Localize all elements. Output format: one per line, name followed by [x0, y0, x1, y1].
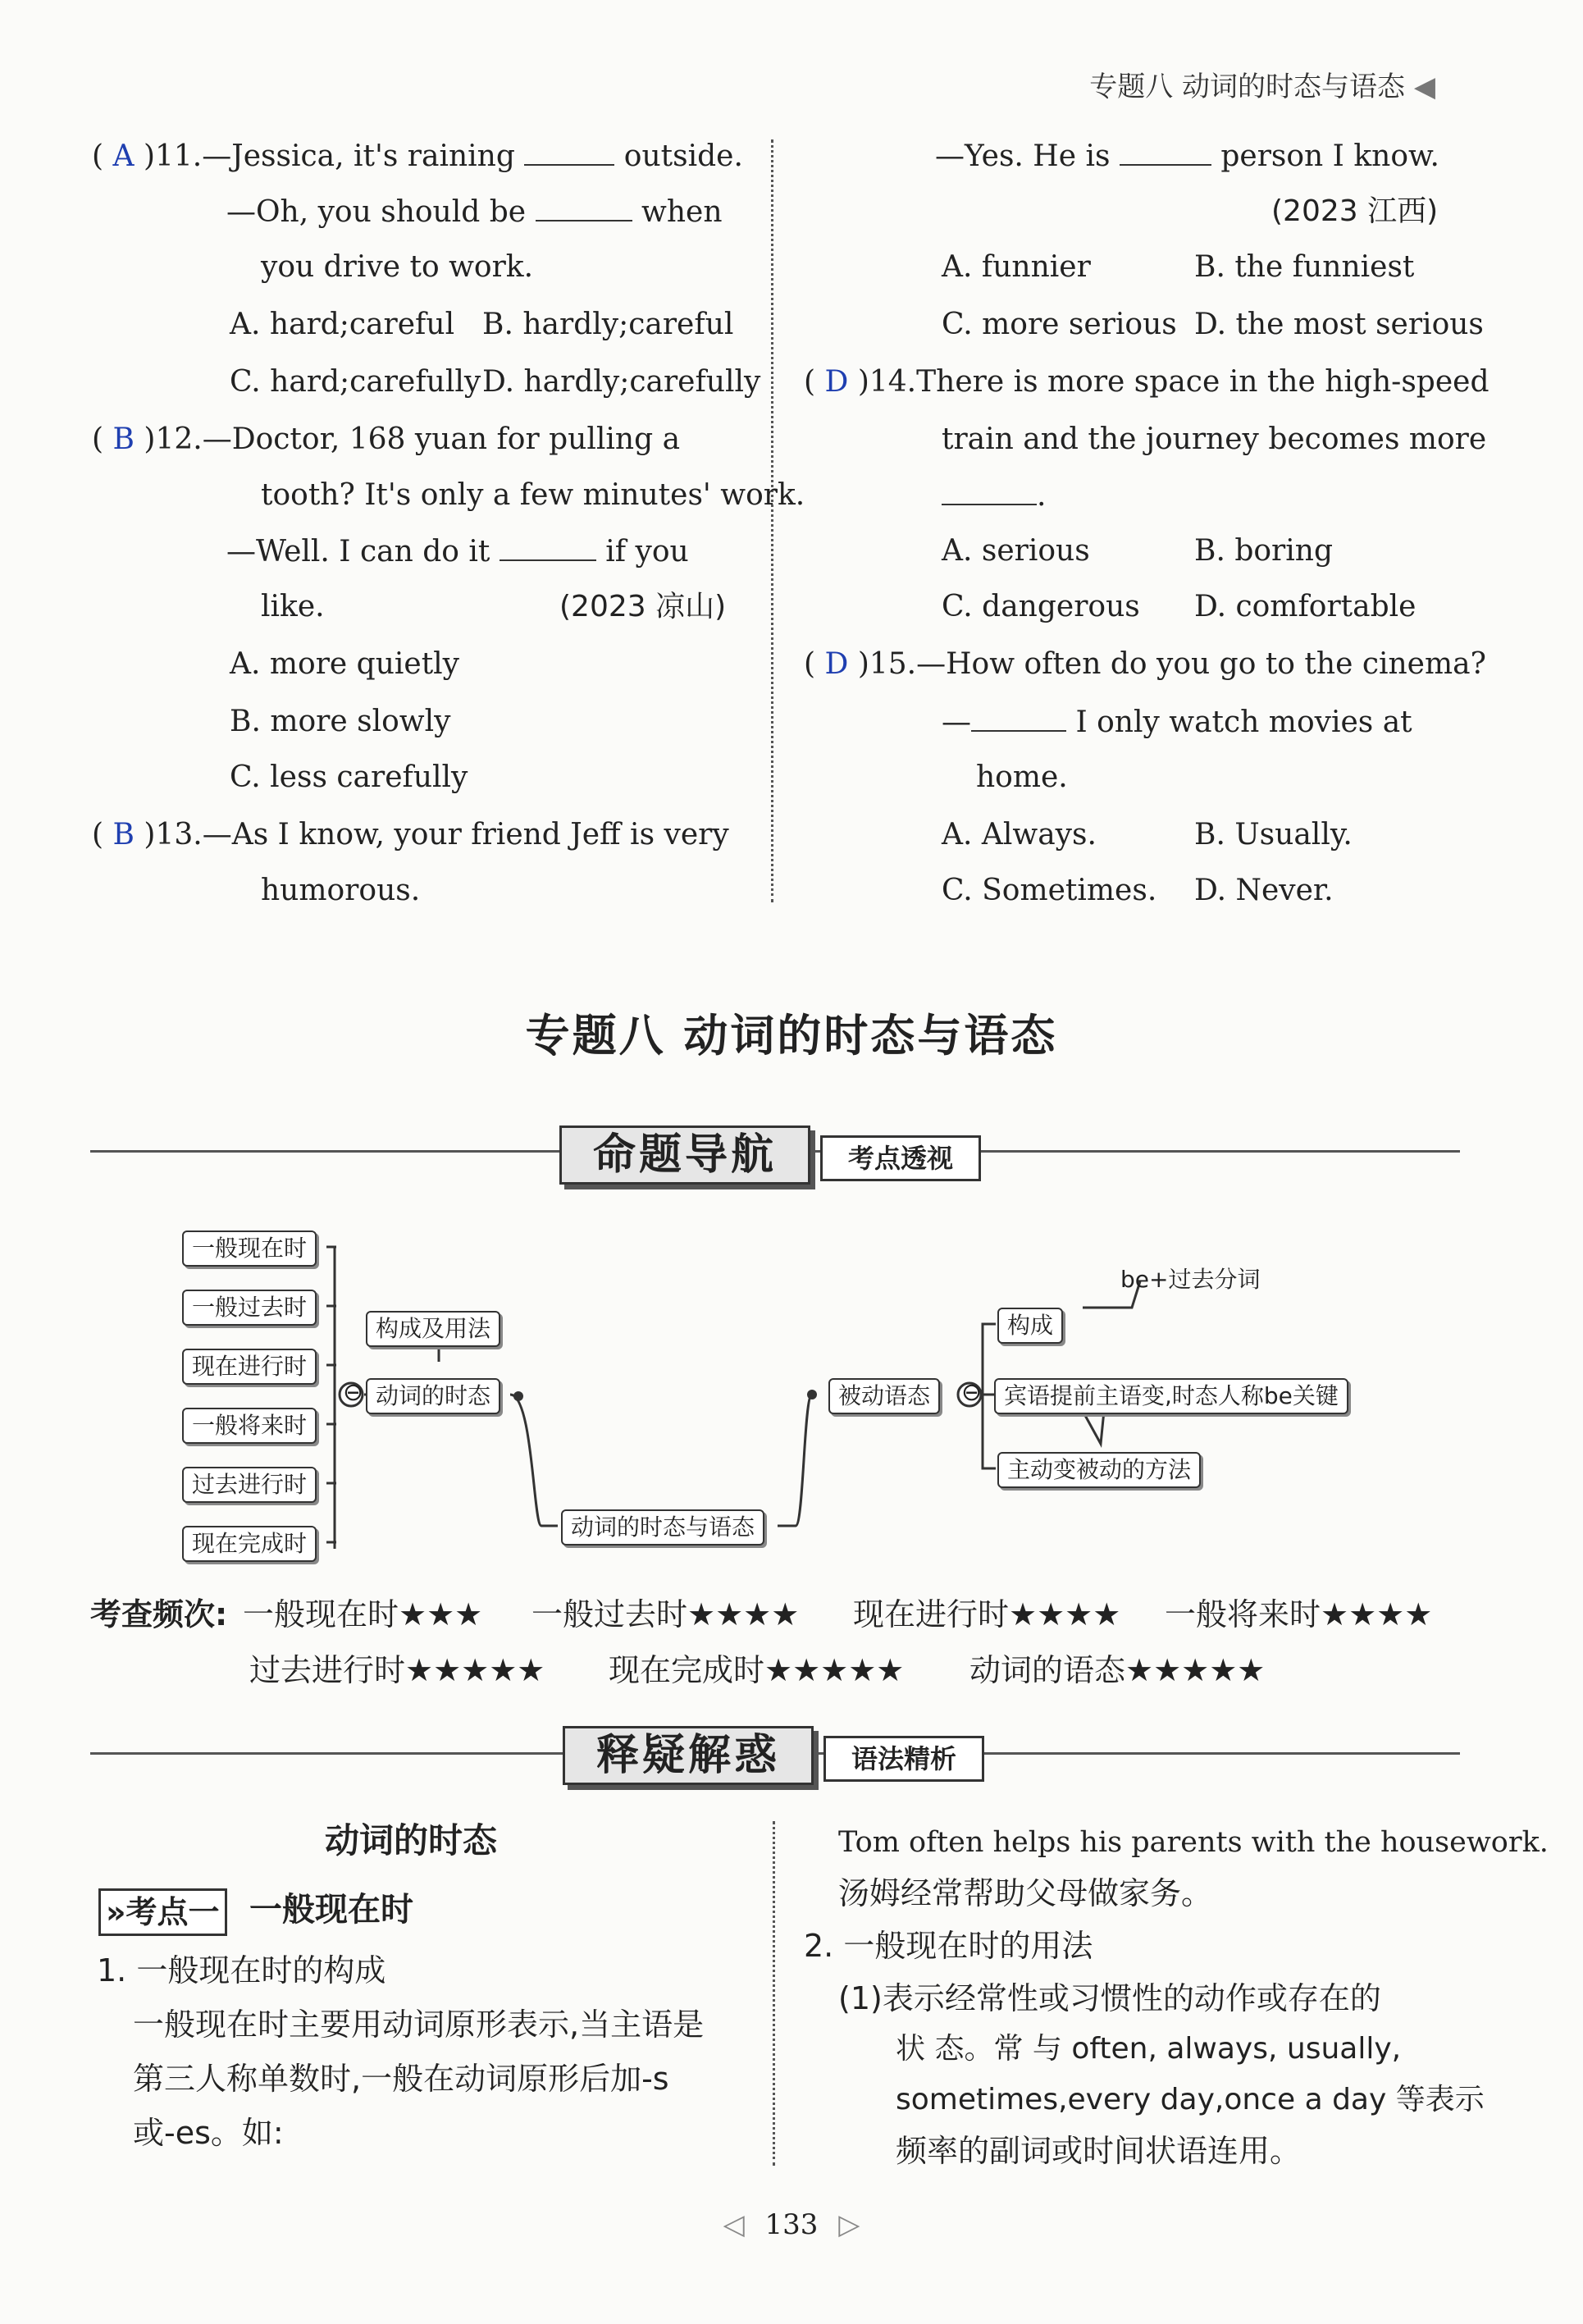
answer-14: D	[824, 365, 849, 399]
banner-sub-label: 考点透视	[820, 1135, 981, 1181]
node-form-usage: 构成及用法	[366, 1311, 500, 1347]
node-present-simple: 一般现在时	[182, 1230, 317, 1267]
speaker-icon: ◀	[1413, 71, 1435, 103]
node-passive-form: 构成	[997, 1308, 1063, 1344]
banner2-main-label: 释疑解惑	[563, 1726, 814, 1785]
column-divider-bottom	[773, 1821, 775, 2166]
answer-15: D	[824, 647, 849, 681]
collapse-icon[interactable]: ⊖	[961, 1378, 983, 1407]
prev-arrow-icon: ◁	[723, 2208, 745, 2241]
page-footer	[0, 2208, 1583, 2241]
node-present-perfect: 现在完成时	[182, 1526, 317, 1562]
section-title: 专题八 动词的时态与语态	[525, 1010, 1058, 1062]
point-title: 一般现在时	[249, 1891, 413, 1929]
example-chinese: 汤姆经常帮助父母做家务。	[838, 1875, 1213, 1911]
banner-main-label: 命题导航	[559, 1125, 810, 1185]
header-text: 专题八 动词的时态与语态	[1089, 71, 1406, 103]
node-passive-voice: 被动语态	[828, 1378, 940, 1414]
node-passive-method: 主动变被动的方法	[997, 1452, 1201, 1488]
next-arrow-icon: ▷	[838, 2208, 860, 2241]
option-c: C. hard;carefully	[230, 365, 481, 399]
option-d: D. hardly;carefully	[482, 365, 761, 399]
banner2-sub-label: 语法精析	[823, 1736, 984, 1782]
heading-tense: 动词的时态	[325, 1820, 498, 1861]
node-root: 动词的时态与语态	[561, 1509, 764, 1546]
answer-13: B	[112, 818, 135, 852]
node-future-simple: 一般将来时	[182, 1408, 317, 1444]
answer-11: A	[112, 139, 135, 173]
page-number: 133	[764, 2208, 819, 2241]
node-present-continuous: 现在进行时	[182, 1349, 317, 1385]
node-passive-rule: 宾语提前主语变,时态人称be关键	[994, 1378, 1348, 1414]
form-note: be+过去分词	[1120, 1266, 1261, 1293]
answer-12: B	[112, 422, 135, 456]
node-past-simple: 一般过去时	[182, 1290, 317, 1326]
example-english: Tom often helps his parents with the housework.	[838, 1826, 1549, 1859]
question-number: 11.	[155, 139, 203, 173]
option-a: A. hard;careful	[230, 308, 455, 341]
option-b: B. hardly;careful	[482, 308, 734, 341]
node-tense: 动词的时态	[366, 1378, 500, 1414]
frequency-label: 考查频次:	[90, 1596, 228, 1632]
node-past-continuous: 过去进行时	[182, 1467, 317, 1503]
collapse-icon[interactable]: ⊖	[343, 1378, 364, 1407]
point-tag: »考点一	[98, 1888, 227, 1936]
